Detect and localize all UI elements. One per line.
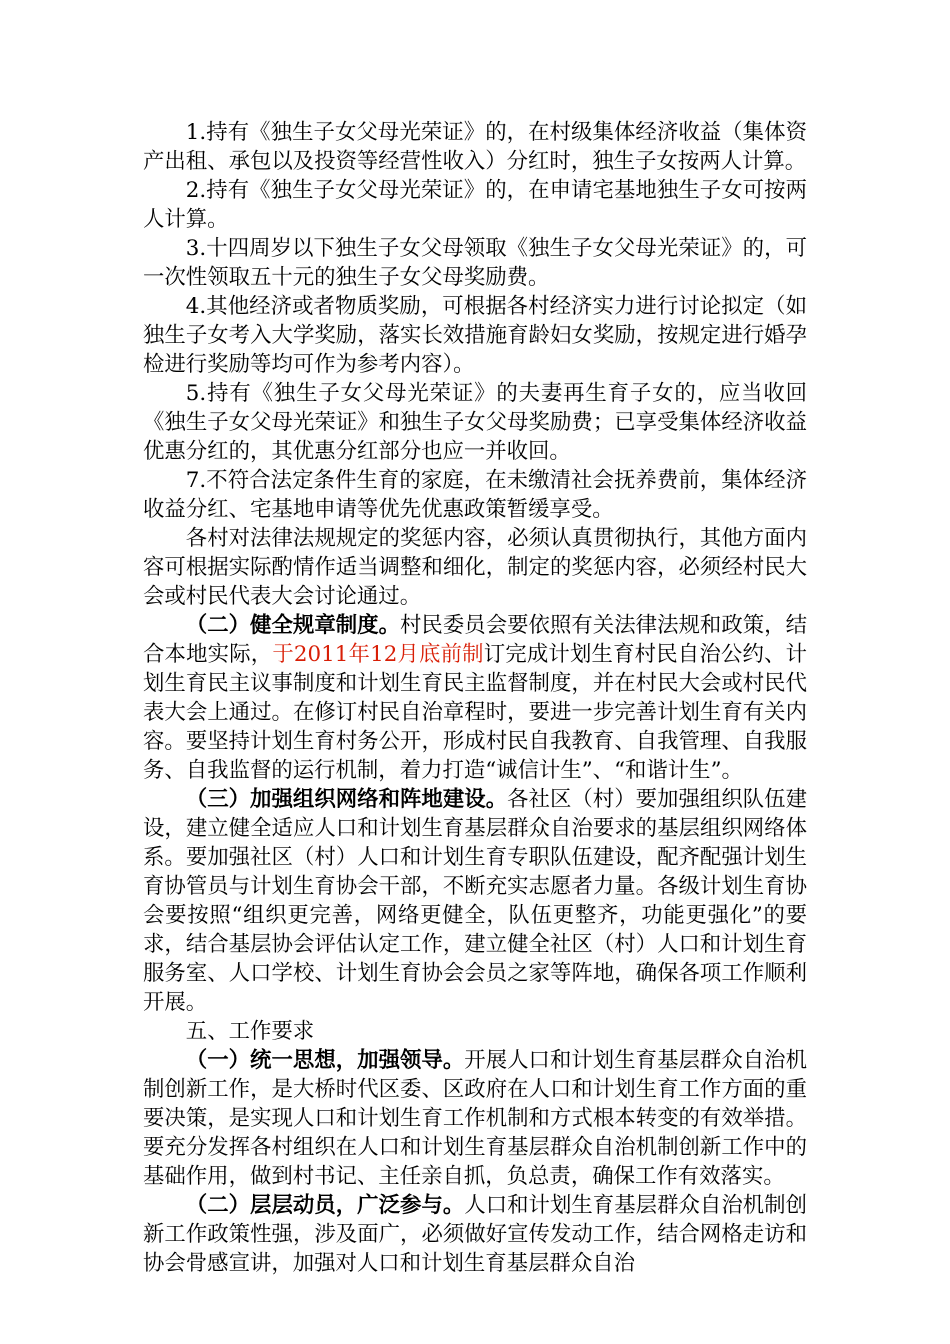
paragraph-item-1 [143, 118, 807, 176]
paragraph-text: 各村对法律法规规定的奖惩内容，必须认真贯彻执行，其他方面内容可根据实际酌情作适当调整和细化，制定的奖惩内容，必须经村民大会或村民代表大会讨论通过。 [143, 526, 807, 609]
highlighted-deadline: 于2011年12月底前制 [272, 642, 484, 667]
paragraph-text: 村民委员会要依照有关法律法规和政策，结合本地实际， [143, 613, 807, 667]
document-page [143, 118, 807, 1278]
paragraph-text: 3.十四周岁以下独生子女父母领取《独生子女父母光荣证》的，可一次性领取五十元的独生子女父母奖励费。 [143, 236, 807, 290]
section-heading: （三）加强组织网络和阵地建设。 [185, 787, 508, 812]
paragraph-text: 1.持有《独生子女父母光荣证》的，在村级集体经济收益（集体资产出租、承包以及投资等经营性收入）分红时，独生子女按两人计算。 [143, 120, 807, 174]
paragraph-rewards-note [143, 524, 807, 611]
paragraph-rules-system [143, 611, 807, 785]
paragraph-item-2 [143, 176, 807, 234]
paragraph-text: 人口和计划生育基层群众自治机制创新工作政策性强，涉及面广，必须做好宣传发动工作，结合网格走访和协会骨感宣讲，加强对人口和计划生育基层群众自治 [143, 1193, 807, 1276]
section-heading: （二）层层动员，广泛参与。 [185, 1193, 465, 1218]
section-title-work-requirements [143, 1017, 807, 1046]
paragraph-item-3 [143, 234, 807, 292]
paragraph-text: 开展人口和计划生育基层群众自治机制创新工作，是大桥时代区委、区政府在人口和计划生育工作方面的重要决策，是实现人口和计划生育工作机制和方式根本转变的有效举措。要充分发挥各村组织在人口和计划生育基层群众自治机制创新工作中的基础作用，做到村书记、主任亲自抓，负总责，确保工作有效落实。 [143, 1048, 807, 1189]
paragraph-organization-network [143, 785, 807, 1017]
paragraph-text: 2.持有《独生子女父母光荣证》的，在申请宅基地独生子女可按两人计算。 [143, 178, 807, 232]
paragraph-item-4 [143, 292, 807, 379]
paragraph-text: 订完成计划生育村民自治公约、计划生育民主议事制度和计划生育民主监督制度，并在村民大会或村民代表大会上通过。在修订村民自治章程时，要进一步完善计划生育有关内容。要坚持计划生育村务公开，形成村民自我教育、自我管理、自我服务、自我监督的运行机制，着力打造“诚信计生”、“和谐计生”。 [143, 642, 807, 783]
paragraph-text: 7.不符合法定条件生育的家庭，在未缴清社会抚养费前，集体经济收益分红、宅基地申请等优先优惠政策暂缓享受。 [143, 468, 807, 522]
paragraph-mobilization [143, 1191, 807, 1278]
paragraph-unify-thinking [143, 1046, 807, 1191]
paragraph-item-7 [143, 466, 807, 524]
paragraph-item-5 [143, 379, 807, 466]
paragraph-text: 4.其他经济或者物质奖励，可根据各村经济实力进行讨论拟定（如独生子女考入大学奖励，落实长效措施育龄妇女奖励，按规定进行婚孕检进行奖励等均可作为参考内容）。 [143, 294, 807, 377]
section-title: 五、工作要求 [185, 1019, 315, 1044]
section-heading: （二）健全规章制度。 [185, 613, 401, 638]
section-heading: （一）统一思想，加强领导。 [185, 1048, 465, 1073]
paragraph-text: 各社区（村）要加强组织队伍建设，建立健全适应人口和计划生育基层群众自治要求的基层组织网络体系。要加强社区（村）人口和计划生育专职队伍建设，配齐配强计划生育协管员与计划生育协会干部，不断充实志愿者力量。各级计划生育协会要按照“组织更完善，网络更健全，队伍更整齐，功能更强化”的要求，结合基层协会评估认定工作，建立健全社区（村）人口和计划生育服务室、人口学校、计划生育协会会员之家等阵地，确保各项工作顺利开展。 [143, 787, 807, 1015]
paragraph-text: 5.持有《独生子女父母光荣证》的夫妻再生育子女的，应当收回《独生子女父母光荣证》和独生子女父母奖励费；已享受集体经济收益优惠分红的，其优惠分红部分也应一并收回。 [143, 381, 807, 464]
